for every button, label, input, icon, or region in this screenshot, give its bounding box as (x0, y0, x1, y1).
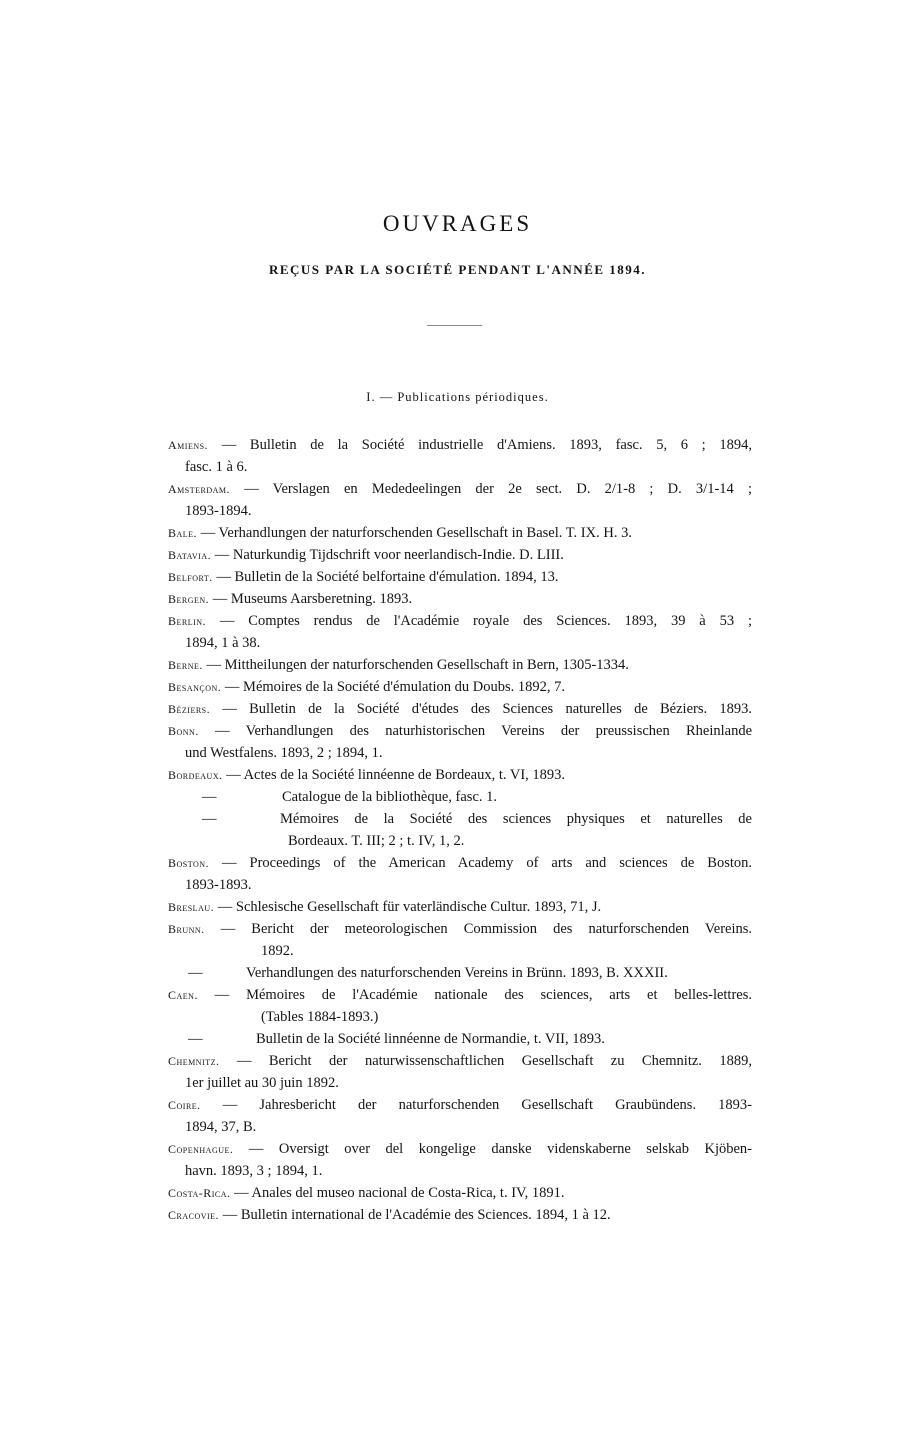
entry-brunn-sub (168, 962, 752, 984)
divider (427, 325, 482, 326)
entry-text: — Verhandlungen der naturforschenden Gesellschaft in Basel. T. IX. H. 3. (197, 525, 632, 541)
entry-city: Brunn. (168, 922, 205, 936)
entry-city: Berlin. (168, 614, 207, 628)
entry-berne (168, 654, 752, 676)
entry-continuation: fasc. 1 à 6. (185, 459, 248, 475)
entry-text: — Oversigt over del kongelige danske videnskaberne selskab Kjöben- (233, 1141, 752, 1157)
ditto-dash: — (202, 789, 217, 805)
section-heading: I. — Publications périodiques. (366, 390, 549, 404)
entry-amsterdam (168, 478, 752, 500)
entry-continuation: Bordeaux. T. III; 2 ; t. IV, 1, 2. (288, 833, 465, 849)
entry-text: — Bulletin international de l'Académie des Sciences. 1894, 1 à 12. (219, 1207, 611, 1223)
entry-city: Amiens. (168, 438, 209, 452)
entry-text: — Mémoires de l'Académie nationale des sciences, arts et belles-lettres. (197, 987, 752, 1003)
entry-city: Boston. (168, 856, 210, 870)
entry-text: — Verslagen en Mededeelingen der 2e sect. D. 2/1-8 ; D. 3/1-14 ; (230, 481, 752, 497)
entry-text: — Jahresbericht der naturforschenden Gesellschaft Graubündens. 1893- (200, 1097, 752, 1113)
entry-text: — Bericht der meteorologischen Commission des naturforschenden Vereins. (204, 921, 752, 937)
entry-chemnitz (168, 1050, 752, 1072)
entry-boston (168, 852, 752, 874)
entry-text: — Comptes rendus de l'Académie royale des Sciences. 1893, 39 à 53 ; (206, 613, 752, 629)
entry-copenhague (168, 1138, 752, 1160)
ditto-dash: — (188, 1031, 203, 1047)
entry-text: Verhandlungen des naturforschenden Vereins in Brünn. 1893, B. XXXII. (246, 965, 668, 981)
entry-city: Amsterdam. (168, 482, 231, 496)
entry-city: Chemnitz. (168, 1054, 220, 1068)
entry-coire (168, 1094, 752, 1116)
entry-city: Besançon. (168, 680, 222, 694)
entry-bale (168, 522, 752, 544)
entry-continuation: 1892. (261, 943, 294, 959)
entry-continuation: 1893-1893. (185, 877, 252, 893)
page-title: OUVRAGES (382, 211, 533, 236)
entry-amiens (168, 434, 752, 456)
entry-city: Bale. (168, 526, 198, 540)
ditto-dash: — (188, 965, 203, 981)
entry-text: — Verhandlungen des naturhistorischen Vereins der preussischen Rheinlande (198, 723, 752, 739)
entry-city: Bonn. (168, 724, 199, 738)
entry-text: — Bulletin de la Société d'études des Sciences naturelles de Béziers. 1893. (210, 701, 752, 717)
entry-bordeaux-sub (168, 808, 752, 830)
entry-caen-sub (168, 1028, 752, 1050)
entry-costa-rica (168, 1182, 752, 1204)
entry-continuation: 1er juillet au 30 juin 1892. (185, 1075, 339, 1091)
entry-beziers (168, 698, 752, 720)
entry-city: Breslau. (168, 900, 215, 914)
entry-city: Béziers. (168, 702, 211, 716)
entry-bergen (168, 588, 752, 610)
entry-continuation: 1894, 37, B. (185, 1119, 257, 1135)
entry-berlin (168, 610, 752, 632)
entry-text: — Proceedings of the American Academy of arts and sciences de Boston. (209, 855, 752, 871)
ditto-dash: — (202, 811, 217, 827)
entry-city: Batavia. (168, 548, 212, 562)
entry-bordeaux-sub (168, 786, 752, 808)
entry-text: — Schlesische Gesellschaft für vaterländische Cultur. 1893, 71, J. (214, 899, 602, 915)
entry-city: Caen. (168, 988, 198, 1002)
entry-city: Belfort. (168, 570, 213, 584)
entry-batavia (168, 544, 752, 566)
entry-text: Bulletin de la Société linnéenne de Normandie, t. VII, 1893. (256, 1031, 605, 1047)
entry-text: Mémoires de la Société des sciences physiques et naturelles de (280, 811, 752, 827)
entry-list (168, 434, 752, 1226)
entry-text: — Bulletin de la Société belfortaine d'émulation. 1894, 13. (212, 569, 559, 585)
entry-text: — Bericht der naturwissenschaftlichen Gesellschaft zu Chemnitz. 1889, (219, 1053, 752, 1069)
entry-text: — Actes de la Société linnéenne de Bordeaux, t. VI, 1893. (222, 767, 566, 783)
entry-city: Costa-Rica. (168, 1186, 231, 1200)
entry-text: — Mittheilungen der naturforschenden Gesellschaft in Bern, 1305-1334. (202, 657, 629, 673)
entry-continuation: havn. 1893, 3 ; 1894, 1. (185, 1163, 323, 1179)
entry-text: Catalogue de la bibliothèque, fasc. 1. (282, 789, 498, 805)
entry-text: — Museums Aarsberetning. 1893. (209, 591, 413, 607)
entry-city: Cracovie. (168, 1208, 220, 1222)
entry-cracovie (168, 1204, 752, 1226)
entry-bordeaux (168, 764, 752, 786)
entry-text: — Naturkundig Tijdschrift voor neerlandisch-Indie. D. LIII. (211, 547, 564, 563)
entry-city: Bergen. (168, 592, 210, 606)
entry-breslau (168, 896, 752, 918)
entry-bonn (168, 720, 752, 742)
entry-continuation: (Tables 1884-1893.) (261, 1009, 379, 1025)
entry-city: Berne. (168, 658, 203, 672)
entry-belfort (168, 566, 752, 588)
entry-text: — Anales del museo nacional de Costa-Rica, t. IV, 1891. (230, 1185, 565, 1201)
entry-besancon (168, 676, 752, 698)
entry-continuation: und Westfalens. 1893, 2 ; 1894, 1. (185, 745, 383, 761)
entry-city: Coire. (168, 1098, 201, 1112)
page-subtitle: REÇUS PAR LA SOCIÉTÉ PENDANT L'ANNÉE 1894. (268, 262, 647, 277)
entry-city: Bordeaux. (168, 768, 223, 782)
entry-continuation: 1894, 1 à 38. (185, 635, 261, 651)
entry-text: — Mémoires de la Société d'émulation du Doubs. 1892, 7. (221, 679, 566, 695)
entry-caen (168, 984, 752, 1006)
entry-continuation: 1893-1894. (185, 503, 252, 519)
entry-brunn (168, 918, 752, 940)
entry-city: Copenhague. (168, 1142, 234, 1156)
entry-text: — Bulletin de la Société industrielle d'Amiens. 1893, fasc. 5, 6 ; 1894, (208, 437, 752, 453)
